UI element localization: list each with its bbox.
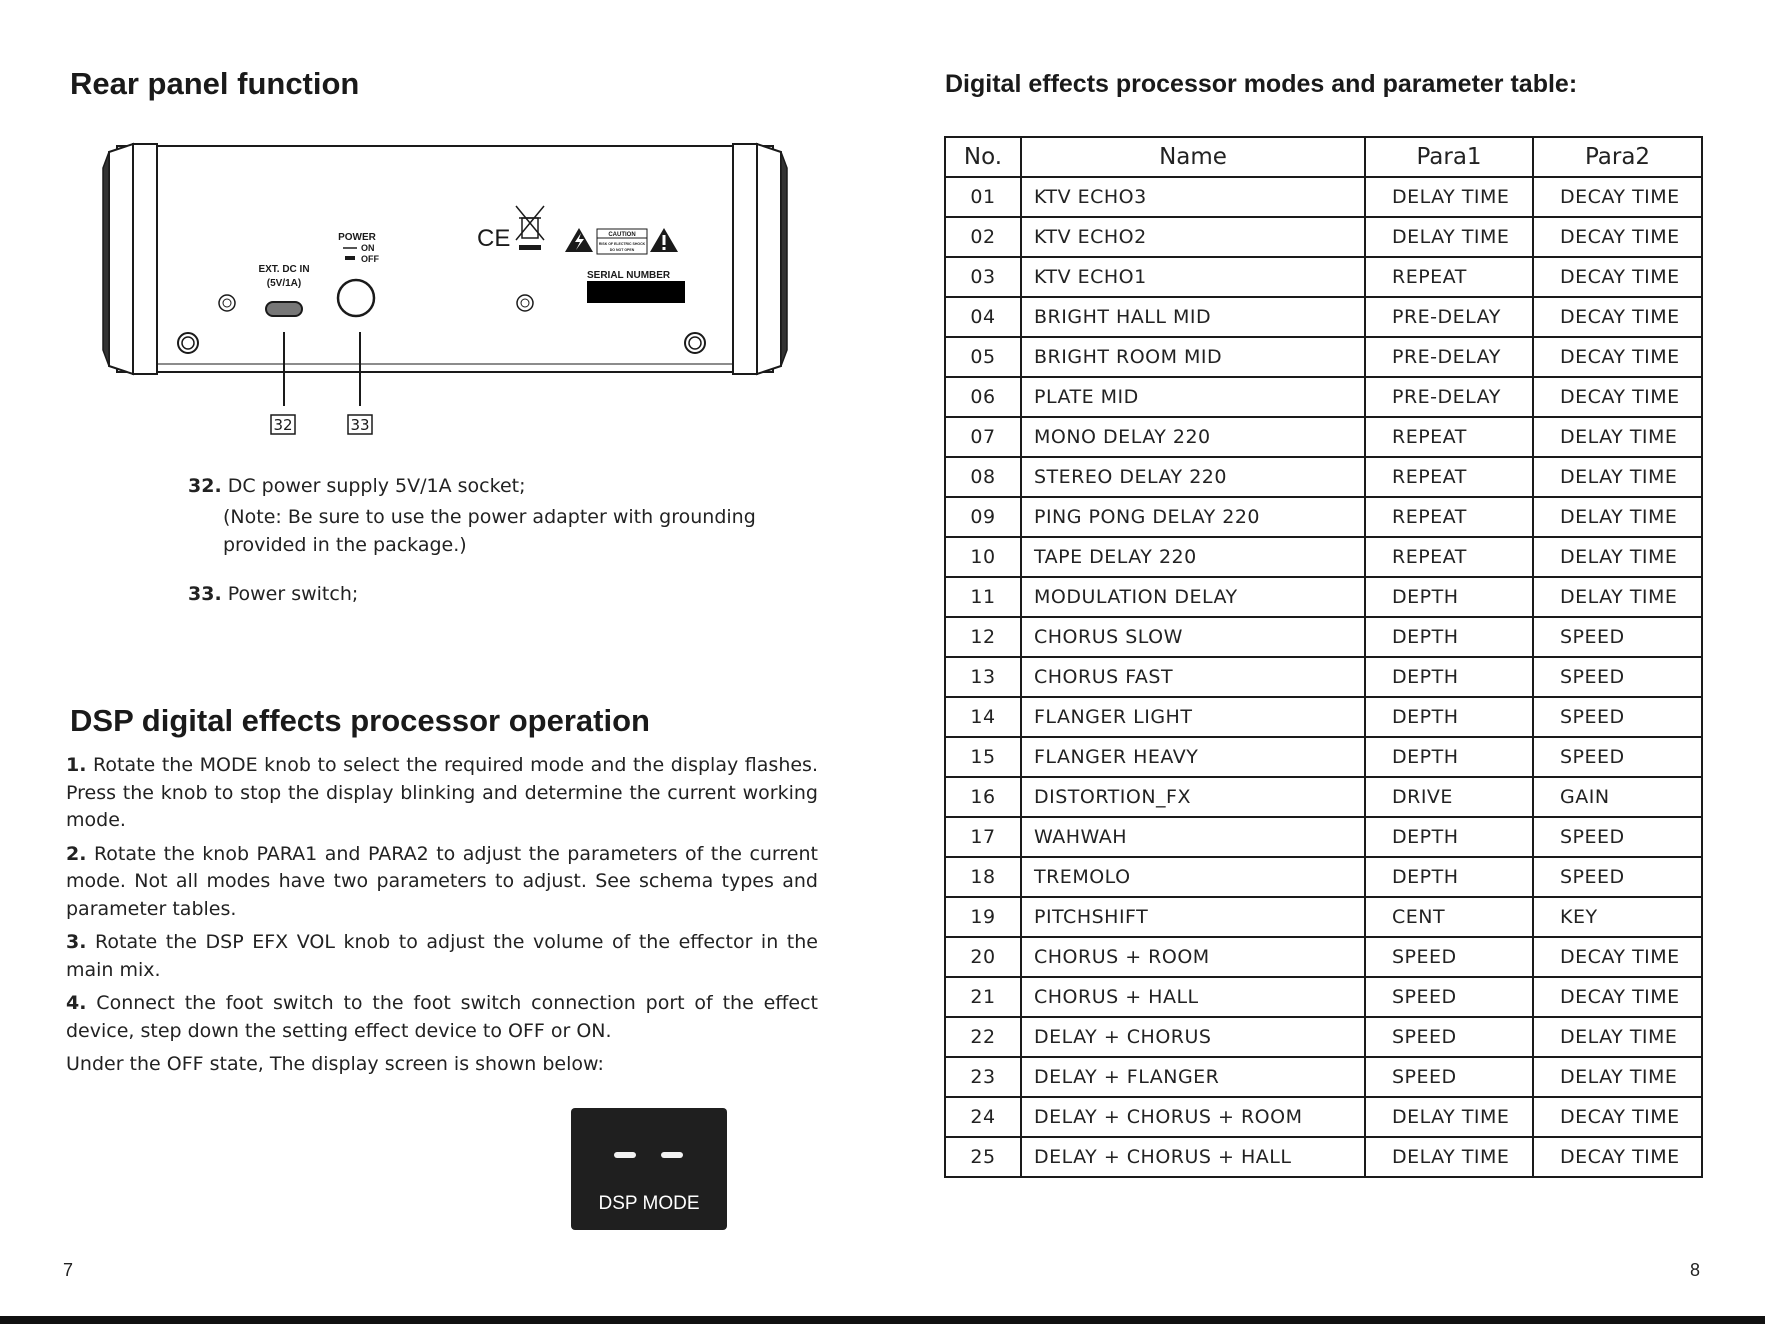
cell-no: 13: [945, 657, 1021, 697]
serial-number-label: SERIAL NUMBER: [587, 270, 671, 281]
table-row: [945, 857, 1702, 897]
cell-no: 18: [945, 857, 1021, 897]
cell-para2: SPEED: [1533, 657, 1702, 697]
table-row: [945, 817, 1702, 857]
cell-para2: DECAY TIME: [1533, 1097, 1702, 1137]
svg-text:33: 33: [350, 416, 370, 434]
step-3: 3. Rotate the DSP EFX VOL knob to adjust the volume of the effector in the main mix.: [66, 931, 818, 981]
cell-no: 04: [945, 297, 1021, 337]
cell-para1: SPEED: [1365, 937, 1533, 977]
serial-number-plate: [587, 281, 685, 303]
step-2: 2. Rotate the knob PARA1 and PARA2 to adjust the parameters of the current mode. Not all modes have two parameters to adjust. See schema types and parameter tables.: [66, 842, 818, 920]
page-number-right: 8: [1690, 1260, 1701, 1280]
cell-para2: SPEED: [1533, 857, 1702, 897]
cell-para1: SPEED: [1365, 1017, 1533, 1057]
display-dash-left: [614, 1152, 636, 1158]
cell-name: TAPE DELAY 220: [1021, 537, 1365, 577]
table-heading: Digital effects processor modes and parameter table:: [945, 70, 1578, 98]
cell-para1: DELAY TIME: [1365, 1137, 1533, 1177]
table-row: [945, 497, 1702, 537]
table-row: [945, 577, 1702, 617]
header-para1: Para1: [1365, 137, 1533, 177]
cell-no: 10: [945, 537, 1021, 577]
cell-para2: DECAY TIME: [1533, 257, 1702, 297]
cell-para1: REPEAT: [1365, 497, 1533, 537]
table-row: [945, 657, 1702, 697]
cell-para2: DELAY TIME: [1533, 577, 1702, 617]
cell-no: 22: [945, 1017, 1021, 1057]
cell-no: 01: [945, 177, 1021, 217]
dsp-display-screen: [571, 1108, 727, 1230]
step-4: 4. Connect the foot switch to the foot switch connection port of the effect device, step down the setting effect device to OFF or ON.: [66, 992, 818, 1042]
cell-para1: SPEED: [1365, 1057, 1533, 1097]
step-1: 1. Rotate the MODE knob to select the required mode and the display flashes. Press the knob to stop the display blinking and determine the current working mode.: [66, 754, 818, 831]
cell-para2: SPEED: [1533, 617, 1702, 657]
cell-name: CHORUS + ROOM: [1021, 937, 1365, 977]
cell-para2: DECAY TIME: [1533, 177, 1702, 217]
cell-para2: SPEED: [1533, 817, 1702, 857]
cell-para1: CENT: [1365, 897, 1533, 937]
dc-in-rating: (5V/1A): [266, 278, 302, 289]
svg-text:DO NOT OPEN: DO NOT OPEN: [609, 248, 635, 252]
callout-32: [271, 415, 295, 434]
note-32-number: 32.: [188, 475, 222, 497]
cell-para1: DEPTH: [1365, 577, 1533, 617]
cell-no: 16: [945, 777, 1021, 817]
cell-no: 20: [945, 937, 1021, 977]
table-row: [945, 1137, 1702, 1177]
cell-name: TREMOLO: [1021, 857, 1365, 897]
svg-text:RISK OF ELECTRIC SHOCK: RISK OF ELECTRIC SHOCK: [598, 242, 646, 246]
table-row: [945, 537, 1702, 577]
cell-para2: DELAY TIME: [1533, 417, 1702, 457]
cell-para2: SPEED: [1533, 697, 1702, 737]
cell-name: PING PONG DELAY 220: [1021, 497, 1365, 537]
cell-no: 08: [945, 457, 1021, 497]
cell-no: 23: [945, 1057, 1021, 1097]
cell-name: WAHWAH: [1021, 817, 1365, 857]
cell-no: 15: [945, 737, 1021, 777]
cell-no: 09: [945, 497, 1021, 537]
table-row: [945, 1057, 1702, 1097]
header-name: Name: [1021, 137, 1365, 177]
caution-label-box: [597, 229, 647, 254]
svg-text:32: 32: [273, 416, 293, 434]
table-row: [945, 937, 1702, 977]
cell-no: 02: [945, 217, 1021, 257]
svg-text:CAUTION: CAUTION: [608, 232, 636, 238]
cell-no: 05: [945, 337, 1021, 377]
power-switch: [338, 280, 374, 316]
cell-para1: REPEAT: [1365, 417, 1533, 457]
table-row: [945, 297, 1702, 337]
bottom-edge-band: [0, 1316, 1765, 1324]
cell-no: 25: [945, 1137, 1021, 1177]
cell-name: DELAY + CHORUS + ROOM: [1021, 1097, 1365, 1137]
table-row: [945, 217, 1702, 257]
cell-para2: SPEED: [1533, 737, 1702, 777]
cell-para2: DECAY TIME: [1533, 297, 1702, 337]
cell-para1: DEPTH: [1365, 617, 1533, 657]
cell-name: PLATE MID: [1021, 377, 1365, 417]
table-row: [945, 737, 1702, 777]
cell-para1: DEPTH: [1365, 737, 1533, 777]
cell-para2: DECAY TIME: [1533, 377, 1702, 417]
table-row: [945, 377, 1702, 417]
cell-no: 14: [945, 697, 1021, 737]
cell-no: 06: [945, 377, 1021, 417]
cell-para1: DELAY TIME: [1365, 177, 1533, 217]
cell-para1: PRE-DELAY: [1365, 377, 1533, 417]
cell-no: 12: [945, 617, 1021, 657]
effects-mode-table: [944, 136, 1703, 1178]
cell-name: DELAY + CHORUS + HALL: [1021, 1137, 1365, 1177]
rear-panel-heading: Rear panel function: [70, 66, 360, 101]
cell-para1: DELAY TIME: [1365, 217, 1533, 257]
cell-name: PITCHSHIFT: [1021, 897, 1365, 937]
cell-para1: DEPTH: [1365, 817, 1533, 857]
note-32: [188, 472, 526, 500]
cell-name: CHORUS FAST: [1021, 657, 1365, 697]
display-label: DSP MODE: [598, 1193, 700, 1214]
cell-name: STEREO DELAY 220: [1021, 457, 1365, 497]
power-label: POWER: [338, 232, 376, 243]
display-dash-right: [661, 1152, 683, 1158]
cell-para2: DELAY TIME: [1533, 1057, 1702, 1097]
cell-name: KTV ECHO1: [1021, 257, 1365, 297]
screw-center: [517, 295, 533, 311]
screw-bottom-right: [685, 333, 705, 353]
cell-name: DELAY + FLANGER: [1021, 1057, 1365, 1097]
table-row: [945, 897, 1702, 937]
cell-para2: DECAY TIME: [1533, 337, 1702, 377]
cell-name: BRIGHT HALL MID: [1021, 297, 1365, 337]
cell-name: MONO DELAY 220: [1021, 417, 1365, 457]
cell-no: 24: [945, 1097, 1021, 1137]
cell-para2: DELAY TIME: [1533, 457, 1702, 497]
cell-no: 17: [945, 817, 1021, 857]
cell-no: 03: [945, 257, 1021, 297]
table-row: [945, 337, 1702, 377]
screw-bottom-left: [178, 333, 198, 353]
cell-no: 07: [945, 417, 1021, 457]
cell-para2: DECAY TIME: [1533, 217, 1702, 257]
cell-para2: GAIN: [1533, 777, 1702, 817]
note-33: [188, 580, 358, 608]
cell-para2: DECAY TIME: [1533, 937, 1702, 977]
cell-name: CHORUS + HALL: [1021, 977, 1365, 1017]
table-row: [945, 777, 1702, 817]
power-on-label: ON: [361, 243, 375, 253]
cell-name: CHORUS SLOW: [1021, 617, 1365, 657]
cell-name: BRIGHT ROOM MID: [1021, 337, 1365, 377]
cell-para1: DELAY TIME: [1365, 1097, 1533, 1137]
cell-para2: DELAY TIME: [1533, 1017, 1702, 1057]
cell-para1: REPEAT: [1365, 537, 1533, 577]
dc-in-socket: [266, 302, 302, 316]
screw-left: [219, 295, 235, 311]
cell-name: FLANGER HEAVY: [1021, 737, 1365, 777]
left-end-cap: [109, 144, 133, 374]
cell-name: DELAY + CHORUS: [1021, 1017, 1365, 1057]
cell-para2: DECAY TIME: [1533, 977, 1702, 1017]
cell-name: KTV ECHO2: [1021, 217, 1365, 257]
table-row: [945, 1097, 1702, 1137]
table-row: [945, 977, 1702, 1017]
cell-para1: PRE-DELAY: [1365, 297, 1533, 337]
cell-para1: PRE-DELAY: [1365, 337, 1533, 377]
power-off-label: OFF: [361, 254, 379, 264]
table-row: [945, 417, 1702, 457]
cell-para1: DRIVE: [1365, 777, 1533, 817]
cell-para1: DEPTH: [1365, 857, 1533, 897]
right-end-cap: [757, 144, 781, 374]
note-33-number: 33.: [188, 583, 222, 605]
table-row: [945, 1017, 1702, 1057]
page-number-left: 7: [63, 1260, 74, 1280]
cell-name: MODULATION DELAY: [1021, 577, 1365, 617]
callout-33: [348, 415, 372, 434]
cell-no: 19: [945, 897, 1021, 937]
cell-para1: DEPTH: [1365, 657, 1533, 697]
cell-para1: REPEAT: [1365, 457, 1533, 497]
note-32-text: DC power supply 5V/1A socket;: [227, 475, 526, 497]
note-32-subnote: (Note: Be sure to use the power adapter with grounding provided in the package.): [223, 506, 756, 556]
cell-para1: REPEAT: [1365, 257, 1533, 297]
cell-para2: DELAY TIME: [1533, 537, 1702, 577]
header-para2: Para2: [1533, 137, 1702, 177]
table-header-row: [945, 137, 1702, 177]
dsp-operation-heading: DSP digital effects processor operation: [70, 703, 650, 738]
cell-para2: KEY: [1533, 897, 1702, 937]
cell-para2: DELAY TIME: [1533, 497, 1702, 537]
table-row: [945, 617, 1702, 657]
cell-name: DISTORTION_FX: [1021, 777, 1365, 817]
table-row: [945, 457, 1702, 497]
operation-steps: [66, 752, 818, 1085]
cell-no: 21: [945, 977, 1021, 1017]
cell-para1: DEPTH: [1365, 697, 1533, 737]
table-body: [945, 177, 1702, 1177]
panel-body: [117, 146, 773, 372]
ops-tail: Under the OFF state, The display screen is shown below:: [66, 1053, 604, 1075]
table-row: [945, 257, 1702, 297]
cell-para2: DECAY TIME: [1533, 1137, 1702, 1177]
header-no: No.: [945, 137, 1021, 177]
cell-name: FLANGER LIGHT: [1021, 697, 1365, 737]
table-row: [945, 177, 1702, 217]
dc-in-label: EXT. DC IN: [258, 264, 310, 275]
cell-para1: SPEED: [1365, 977, 1533, 1017]
cell-name: KTV ECHO3: [1021, 177, 1365, 217]
rear-panel-diagram: [95, 138, 795, 438]
cell-no: 11: [945, 577, 1021, 617]
note-33-text: Power switch;: [227, 583, 359, 605]
ce-mark-icon: CE: [477, 225, 511, 252]
table-row: [945, 697, 1702, 737]
